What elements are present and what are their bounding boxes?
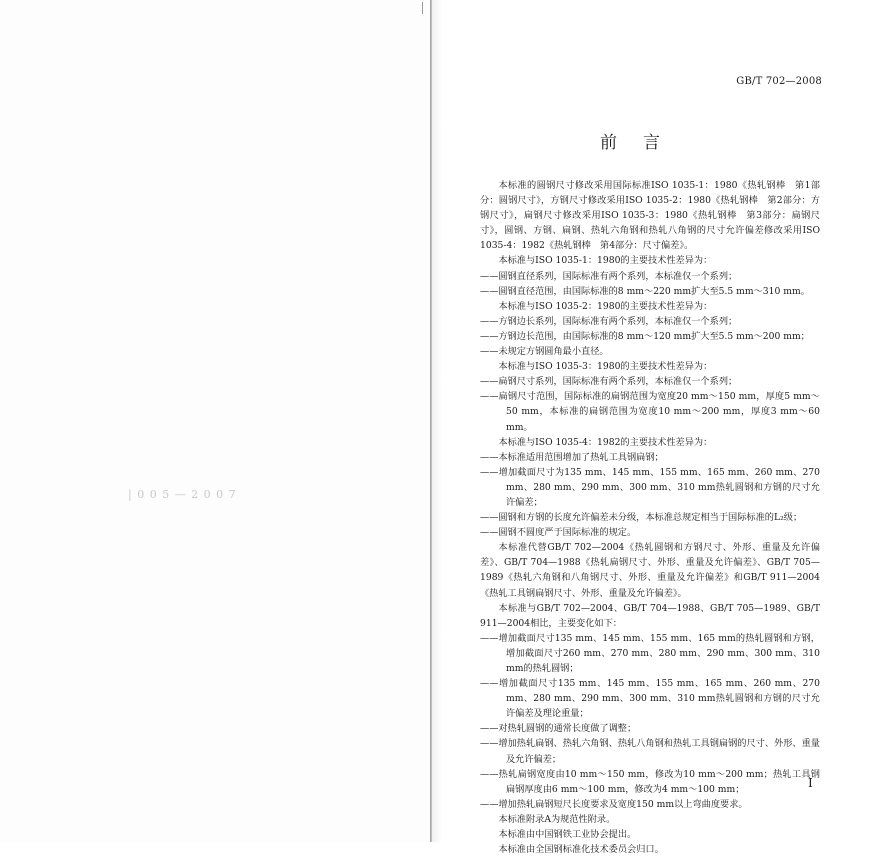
paragraph: 本标准与ISO 1035-4：1982的主要技术性差异为： [498, 436, 713, 448]
foreword-body [480, 178, 820, 857]
list-item: ——未规定方钢圆角最小直径。 [480, 346, 609, 358]
list-item: ——方钢边长范围，由国际标准的8 mm～120 mm扩大至5.5 mm～200 mm； [480, 330, 810, 342]
paragraph: 本标准与ISO 1035-3：1980的主要技术性差异为： [498, 361, 713, 373]
page-fold-shadow [432, 0, 442, 842]
left-page [0, 0, 432, 842]
list-item: ——热轧扁钢宽度由10 mm～150 mm，修改为10 mm～200 mm；热轧工具钢扁钢厚度由6 mm～100 mm，修改为4 mm～100 mm； [480, 768, 820, 795]
standard-code: GB/T 702—2008 [736, 76, 822, 87]
list-item: ——增加截面尺寸135 mm、145 mm、155 mm、165 mm的热轧圆钢和方钢，增加截面尺寸260 mm、270 mm、280 mm、290 mm、300 mm、310 mm的热轧圆钢； [480, 632, 820, 674]
list-item: ——扁钢尺寸系列，国际标准有两个系列，本标准仅一个系列； [480, 376, 738, 388]
corner-mark [422, 2, 423, 14]
paragraph: 本标准与ISO 1035-2：1980的主要技术性差异为： [498, 300, 713, 312]
bleed-through-text: | 0 0 5 — 2 0 0 7 [128, 488, 237, 501]
list-item: ——圆钢和方钢的长度允许偏差未分级，本标准总规定相当于国际标准的L₂级； [480, 512, 803, 524]
list-item: ——圆钢直径范围，由国际标准的8 mm～220 mm扩大至5.5 mm～310 mm。 [480, 285, 810, 297]
page-number: I [808, 776, 813, 790]
paragraph: 本标准与GB/T 702—2004、GB/T 704—1988、GB/T 705—1989、GB/T 911—2004相比，主要变化如下： [480, 602, 820, 629]
list-item: ——增加热轧扁钢短尺长度要求及宽度150 mm以上弯曲度要求。 [480, 798, 748, 810]
list-item: ——对热轧圆钢的通常长度做了调整； [480, 723, 637, 735]
list-item: ——本标准适用范围增加了热轧工具钢扁钢； [480, 451, 664, 463]
list-item: ——增加截面尺寸135 mm、145 mm、155 mm、165 mm、260 mm、270 mm、280 mm、290 mm、300 mm、310 mm热轧圆钢和方钢的尺寸允许偏差及理论重量； [480, 678, 820, 720]
list-item: ——圆钢直径系列，国际标准有两个系列，本标准仅一个系列； [480, 270, 738, 282]
list-item: ——扁钢尺寸范围，国际标准的扁钢范围为宽度20 mm～150 mm，厚度5 mm～50 mm，本标准的扁钢范围为宽度10 mm～200 mm，厚度3 mm～60 mm。 [480, 391, 820, 433]
paragraph: 本标准由全国钢标准化技术委员会归口。 [498, 844, 664, 856]
paragraph: 本标准附录A为规范性附录。 [498, 813, 616, 825]
page-title: 前言 [600, 133, 686, 153]
paragraph: 本标准与ISO 1035-1：1980的主要技术性差异为： [498, 255, 713, 267]
paragraph: 本标准的圆钢尺寸修改采用国际标准ISO 1035-1：1980《热轧钢棒 第1部分：圆钢尺寸》，方钢尺寸修改采用ISO 1035-2：1980《热轧钢棒 第2部分：方钢尺寸》，扁钢尺寸修改采用ISO 1035-3：1980《热轧钢棒 第3部分：扁钢尺寸》，圆钢、方钢、扁钢、热轧六角钢和热轧八角钢的尺寸允许偏差修改采用ISO 1035-4：1982《热轧钢棒 第4部分：尺寸偏差》。 [480, 180, 820, 252]
list-item: ——增加截面尺寸为135 mm、145 mm、155 mm、165 mm、260 mm、270 mm、280 mm、290 mm、300 mm、310 mm热轧圆钢和方钢的尺寸允许偏差； [480, 466, 820, 508]
list-item: ——方钢边长系列，国际标准有两个系列，本标准仅一个系列； [480, 315, 738, 327]
list-item: ——增加热轧扁钢、热轧六角钢、热轧八角钢和热轧工具钢扁钢的尺寸、外形、重量及允许偏差； [480, 738, 820, 765]
paragraph: 本标准由中国钢铁工业协会提出。 [498, 829, 637, 841]
paragraph: 本标准代替GB/T 702—2004《热轧圆钢和方钢尺寸、外形、重量及允许偏差》、GB/T 704—1988《热轧扁钢尺寸、外形、重量及允许偏差》、GB/T 705—1989《热轧六角钢和八角钢尺寸、外形、重量及允许偏差》和GB/T 911—2004《热轧工具钢扁钢尺寸、外形、重量及允许偏差》。 [480, 542, 820, 599]
list-item: ——圆钢不圆度严于国际标准的规定。 [480, 527, 637, 539]
